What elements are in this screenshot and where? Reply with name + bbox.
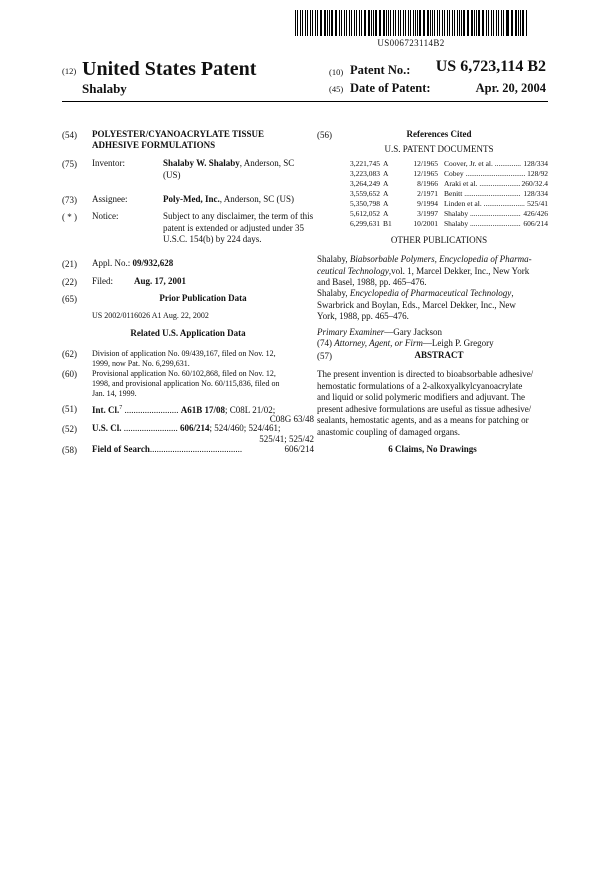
- reference-date: 10/2001: [413, 219, 438, 228]
- int-cl-main: A61B 17/08: [180, 405, 226, 415]
- reference-row: [330, 159, 548, 169]
- reference-kind: A: [383, 209, 389, 218]
- notice-text: Subject to any disclaimer, the term of this patent is extended or adjusted under 35 U.S.C. 154(b) by 224 days.: [163, 211, 314, 244]
- reference-cls: 128/92: [527, 169, 548, 178]
- prior-publication: US 2002/0116026 A1 Aug. 22, 2002: [92, 311, 209, 320]
- reference-date: 8/1966: [417, 179, 438, 188]
- barcode-bar: [339, 10, 340, 36]
- barcode-bar: [380, 10, 381, 36]
- inid-code-10: (10): [329, 67, 344, 77]
- barcode-bar: [410, 10, 411, 36]
- barcode-bar: [471, 10, 472, 36]
- us-cl-entry: U.S. Cl. ........................ 606/214; 524/460; 524/461;: [92, 423, 281, 433]
- barcode-bar: [388, 10, 389, 36]
- inid-code-58: (58): [62, 445, 77, 455]
- barcode-bar: [302, 10, 303, 36]
- barcode-bar: [307, 10, 308, 36]
- us-cl-label: U.S. Cl.: [92, 423, 122, 433]
- field-of-search-label: Field of Search: [92, 444, 150, 454]
- assignee-label: Assignee:: [92, 194, 128, 204]
- barcode-bar: [522, 10, 523, 36]
- int-cl-label: Int. Cl.: [92, 405, 120, 415]
- us-cl-main: 606/214: [180, 423, 210, 433]
- barcode-bar: [344, 10, 345, 36]
- reference-row: [330, 199, 548, 209]
- barcode-bar: [520, 10, 521, 36]
- reference-name: Coover, Jr. et al. .....: [444, 159, 521, 169]
- reference-cls: 426/426: [523, 209, 548, 218]
- other-publication-2: Shalaby, Encyclopedia of Pharmaceutical Technology, Swarbrick and Boylan, Eds., Marcel Dekker, Inc., New York, 1988, pp. 465–476.: [317, 288, 516, 321]
- barcode-bar: [454, 10, 455, 36]
- other-publications-heading: OTHER PUBLICATIONS: [390, 235, 488, 245]
- barcode-bar: [478, 10, 479, 36]
- inid-code-45: (45): [329, 84, 344, 94]
- inid-code-73: (73): [62, 195, 77, 205]
- reference-kind: A: [383, 199, 389, 208]
- filed-label: Filed:: [92, 276, 114, 286]
- inid-code-56: (56): [317, 130, 332, 140]
- barcode-bar: [336, 10, 337, 36]
- barcode-bar: [395, 10, 396, 36]
- reference-number: 5,350,798: [350, 199, 380, 208]
- reference-name: Linden et al. .....: [444, 199, 525, 209]
- barcode-bar: [498, 10, 499, 36]
- barcode-bar: [442, 10, 443, 36]
- patent-number-label: Patent No.:: [350, 63, 411, 77]
- reference-number: 3,559,652: [350, 189, 380, 198]
- int-cl-entry: Int. Cl.$^7$ ........................ A61B 17/08; C08L 21/02;: [92, 405, 276, 415]
- abstract-heading: ABSTRACT: [414, 350, 464, 360]
- reference-cls: 525/41: [527, 199, 548, 208]
- us-cl-continued: 525/41; 525/42: [259, 434, 314, 444]
- reference-name: Shalaby .....: [444, 219, 521, 229]
- assignee-name: Poly-Med, Inc.: [163, 194, 220, 204]
- barcode-number: US006723114B2: [377, 38, 445, 48]
- barcode-bar: [317, 10, 318, 36]
- inid-code-75: (75): [62, 159, 77, 169]
- inid-code-62: (62): [62, 349, 77, 359]
- reference-row: [330, 169, 548, 179]
- application-number-entry: Appl. No.: 09/932,628: [92, 258, 174, 268]
- barcode-bar: [346, 10, 347, 36]
- us-patent-documents-heading: U.S. PATENT DOCUMENTS: [384, 144, 494, 154]
- reference-number: 3,221,745: [350, 159, 380, 168]
- reference-kind: A: [383, 189, 389, 198]
- prior-publication-heading: Prior Publication Data: [159, 293, 247, 303]
- reference-number: 5,612,052: [350, 209, 380, 218]
- inid-code-54: (54): [62, 130, 77, 140]
- filed-date: Aug. 17, 2001: [134, 276, 187, 286]
- barcode-bar: [461, 10, 462, 36]
- barcode-bar: [413, 10, 414, 36]
- barcode: [295, 10, 527, 36]
- inventor-label: Inventor:: [92, 158, 125, 168]
- reference-date: 12/1965: [413, 159, 438, 168]
- inid-code-22: (22): [62, 277, 77, 287]
- barcode-bar: [507, 10, 508, 36]
- barcode-bar: [427, 10, 428, 36]
- barcode-bar: [491, 10, 492, 36]
- barcode-bar: [432, 10, 433, 36]
- reference-row: [330, 209, 548, 219]
- barcode-bar: [439, 10, 440, 36]
- barcode-bar: [398, 10, 399, 36]
- field-of-search-entry: Field of Search ......................................... 606/214: [92, 444, 314, 454]
- provisional-text: Provisional application No. 60/102,868, filed on Nov. 12, 1998, and provisional application No. 60/115,836, filed on Jan. 14, 1999.: [92, 369, 280, 398]
- reference-row: [330, 219, 548, 229]
- reference-row: [330, 189, 548, 199]
- reference-name: Benitt .....: [444, 189, 521, 199]
- reference-date: 3/1997: [417, 209, 438, 218]
- references-heading: References Cited: [406, 129, 472, 139]
- barcode-bar: [365, 10, 366, 36]
- barcode-bar: [493, 10, 494, 36]
- int-cl-continued: C08G 63/48: [269, 414, 314, 424]
- barcode-bar: [405, 10, 406, 36]
- related-application-heading: Related U.S. Application Data: [130, 328, 246, 338]
- inid-code-notice: ( * ): [62, 212, 77, 222]
- barcode-bar: [449, 10, 450, 36]
- barcode-bar: [468, 10, 469, 36]
- abstract-text: The present invention is directed to bioabsorbable adhesive/ hemostatic formulations of a 2-alkoxyalkylcyanoacrylate and liquid or solid polymeric modifiers and adjuvant. The present adhesive formulations are useful as tissue adhesive/ sealants, hemostatic agents, and as a means for patching or anastomic coupling of damaged organs.: [317, 369, 534, 437]
- reference-kind: A: [383, 159, 389, 168]
- barcode-bar: [447, 10, 448, 36]
- references-table: [330, 159, 548, 229]
- barcode-bar: [383, 10, 384, 36]
- reference-cls: 606/214: [523, 219, 548, 228]
- reference-cls: 260/32.4: [521, 179, 548, 188]
- inid-code-12: (12): [62, 66, 77, 76]
- attorney-agent: (74) Attorney, Agent, or Firm—Leigh P. Gregory: [317, 338, 494, 348]
- reference-kind: B1: [383, 219, 392, 228]
- barcode-bar: [331, 10, 332, 36]
- reference-date: 12/1965: [413, 169, 438, 178]
- inid-code-21: (21): [62, 259, 77, 269]
- invention-title: POLYESTER/CYANOACRYLATE TISSUE ADHESIVE FORMULATIONS: [92, 129, 264, 150]
- reference-number: 6,299,631: [350, 219, 380, 228]
- barcode-bar: [354, 10, 355, 36]
- reference-kind: A: [383, 179, 389, 188]
- barcode-bar: [403, 10, 404, 36]
- reference-name: Shalaby .....: [444, 209, 521, 219]
- inid-code-52: (52): [62, 424, 77, 434]
- barcode-bar: [463, 10, 464, 36]
- reference-number: 3,264,249: [350, 179, 380, 188]
- barcode-bar: [486, 10, 487, 36]
- reference-kind: A: [383, 169, 389, 178]
- other-publication-1: Shalaby, Biabsorbable Polymers, Encyclopedia of Pharma- ceutical Technology,vol. 1, Marcel Dekker, Inc., New York and Basel, 1988, pp. 465–476.: [317, 254, 532, 287]
- barcode-bar: [417, 10, 418, 36]
- inid-code-57: (57): [317, 351, 332, 361]
- claims-summary: 6 Claims, No Drawings: [388, 444, 477, 454]
- division-text: Division of application No. 09/439,167, filed on Nov. 12, 1999, now Pat. No. 6,299,631.: [92, 349, 276, 368]
- reference-cls: 128/334: [523, 159, 548, 168]
- patent-number: US 6,723,114 B2: [435, 58, 546, 75]
- barcode-bar: [390, 10, 391, 36]
- reference-name: Araki et al. .....: [444, 179, 520, 189]
- barcode-bar: [329, 10, 330, 36]
- document-title: United States Patent: [82, 58, 257, 80]
- barcode-bar: [457, 10, 458, 36]
- barcode-bar: [295, 10, 296, 36]
- barcode-bar: [321, 10, 322, 36]
- barcode-bar: [483, 10, 484, 36]
- primary-examiner: Primary Examiner—Gary Jackson: [317, 327, 442, 337]
- barcode-bar: [300, 10, 301, 36]
- reference-date: 2/1971: [417, 189, 438, 198]
- header-inventor: Shalaby: [82, 81, 127, 96]
- date-of-patent: Apr. 20, 2004: [475, 81, 546, 95]
- barcode-bar: [368, 10, 369, 36]
- inid-code-51: (51): [62, 404, 77, 414]
- reference-number: 3,223,083: [350, 169, 380, 178]
- assignee-entry: Poly-Med, Inc., Anderson, SC (US): [163, 194, 295, 204]
- barcode-bar: [506, 10, 507, 36]
- inventor-name: Shalaby W. Shalaby: [163, 158, 240, 168]
- barcode-bar: [315, 10, 316, 36]
- application-number: 09/932,628: [132, 258, 174, 268]
- barcode-bar: [361, 10, 362, 36]
- reference-date: 9/1994: [417, 199, 438, 208]
- barcode-bar: [424, 10, 425, 36]
- barcode-bar: [501, 10, 502, 36]
- reference-cls: 128/334: [523, 189, 548, 198]
- barcode-bar: [512, 10, 513, 36]
- reference-row: [330, 179, 548, 189]
- barcode-bar: [351, 10, 352, 36]
- inid-code-65: (65): [62, 294, 77, 304]
- inid-code-60: (60): [62, 369, 77, 379]
- barcode-bar: [310, 10, 311, 36]
- barcode-bar: [434, 10, 435, 36]
- field-of-search-value: 606/214: [284, 444, 314, 454]
- barcode-bar: [375, 10, 376, 36]
- barcode-bar: [373, 10, 374, 36]
- reference-name: Cobey .....: [444, 169, 525, 179]
- date-of-patent-label: Date of Patent:: [350, 81, 431, 95]
- barcode-bar: [359, 10, 360, 36]
- inventor-entry: Shalaby W. Shalaby, Anderson, SC (US): [163, 158, 295, 180]
- barcode-bar: [324, 10, 325, 36]
- barcode-bar: [419, 10, 420, 36]
- notice-label: Notice:: [92, 211, 119, 221]
- header-divider: [62, 101, 548, 102]
- barcode-bar: [515, 10, 516, 36]
- barcode-bar: [476, 10, 477, 36]
